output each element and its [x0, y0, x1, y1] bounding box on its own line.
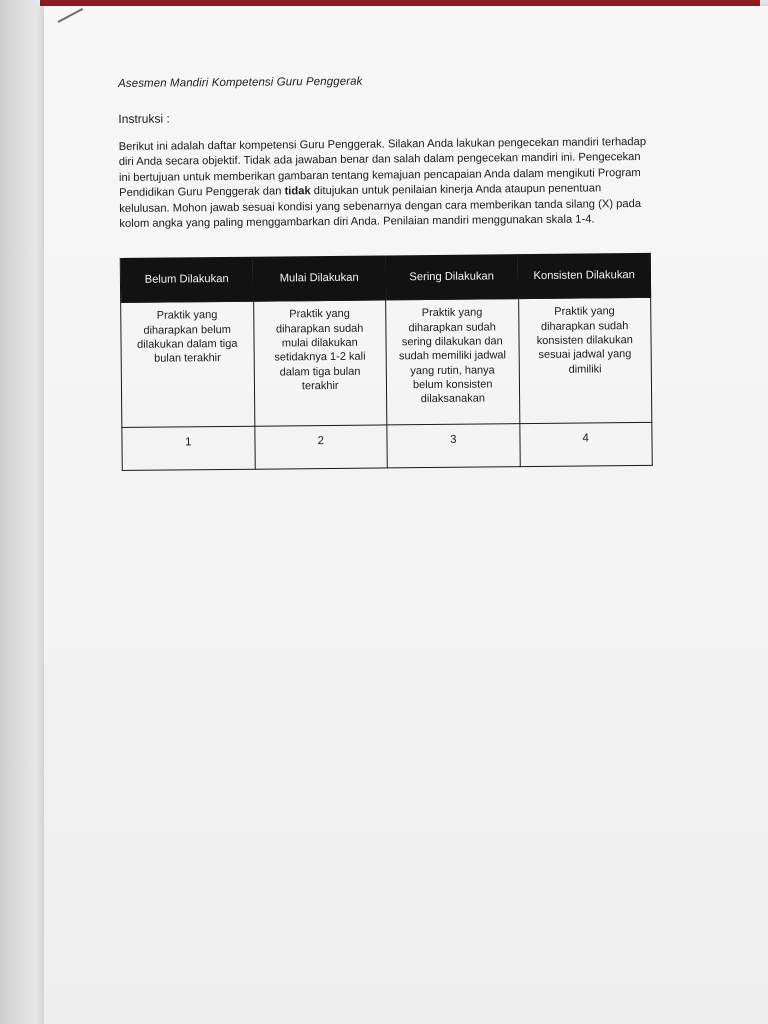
scale-table [120, 253, 653, 471]
description-cell: Praktik yang diharapkan sudah sering dilakukan dan sudah memiliki jadwal yang rutin, hanya belum konsisten dilaksanakan [386, 299, 520, 425]
header-konsisten-dilakukan: Konsisten Dilakukan [518, 253, 651, 299]
instructions-label: Instruksi : [118, 111, 170, 126]
scale-score-row [122, 423, 652, 471]
score-cell: 4 [519, 423, 652, 467]
document-title: Asesmen Mandiri Kompetensi Guru Penggerak [118, 75, 363, 90]
description-cell: Praktik yang diharapkan sudah konsisten dilakukan sesuai jadwal yang dimiliki [518, 298, 652, 424]
score-cell: 2 [254, 425, 387, 469]
instructions-text-bold: tidak [284, 185, 311, 198]
header-sering-dilakukan: Sering Dilakukan [385, 255, 518, 301]
score-cell: 1 [122, 427, 255, 471]
scale-description-row [121, 298, 652, 428]
description-cell: Praktik yang diharapkan belum dilakukan dalam tiga bulan terakhir [121, 302, 255, 428]
header-mulai-dilakukan: Mulai Dilakukan [253, 256, 386, 302]
document-content [118, 73, 662, 472]
scale-header-row [120, 253, 650, 303]
instructions-text-part2: ditujukan untuk penilaian kinerja Anda ataupun penentuan kelulusan. Mohon jawab sesuai kondisi yang sebenarnya dengan cara memberikan tanda silang (X) pada kolom angka yang paling menggambarkan diri Anda. Penilaian mandiri menggunakan skala 1-4. [119, 182, 642, 231]
instructions-text-part1: Berikut ini adalah daftar kompetensi Guru Penggerak. Silakan Anda lakukan pengecekan mandiri terhadap diri Anda secara objektif. Tidak ada jawaban benar dan salah dalam pengecekan mandiri ini. Pengecekan ini bertujuan untuk memberikan gambaran tentang kemajuan pencapaian Anda dalam mengikuti Program Pendidikan Guru Penggerak dan [118, 135, 647, 200]
score-cell: 3 [387, 424, 520, 468]
description-cell: Praktik yang diharapkan sudah mulai dilakukan setidaknya 1-2 kali dalam tiga bulan terakhir [253, 300, 387, 426]
instructions-text [119, 135, 650, 233]
header-belum-dilakukan: Belum Dilakukan [120, 257, 253, 303]
